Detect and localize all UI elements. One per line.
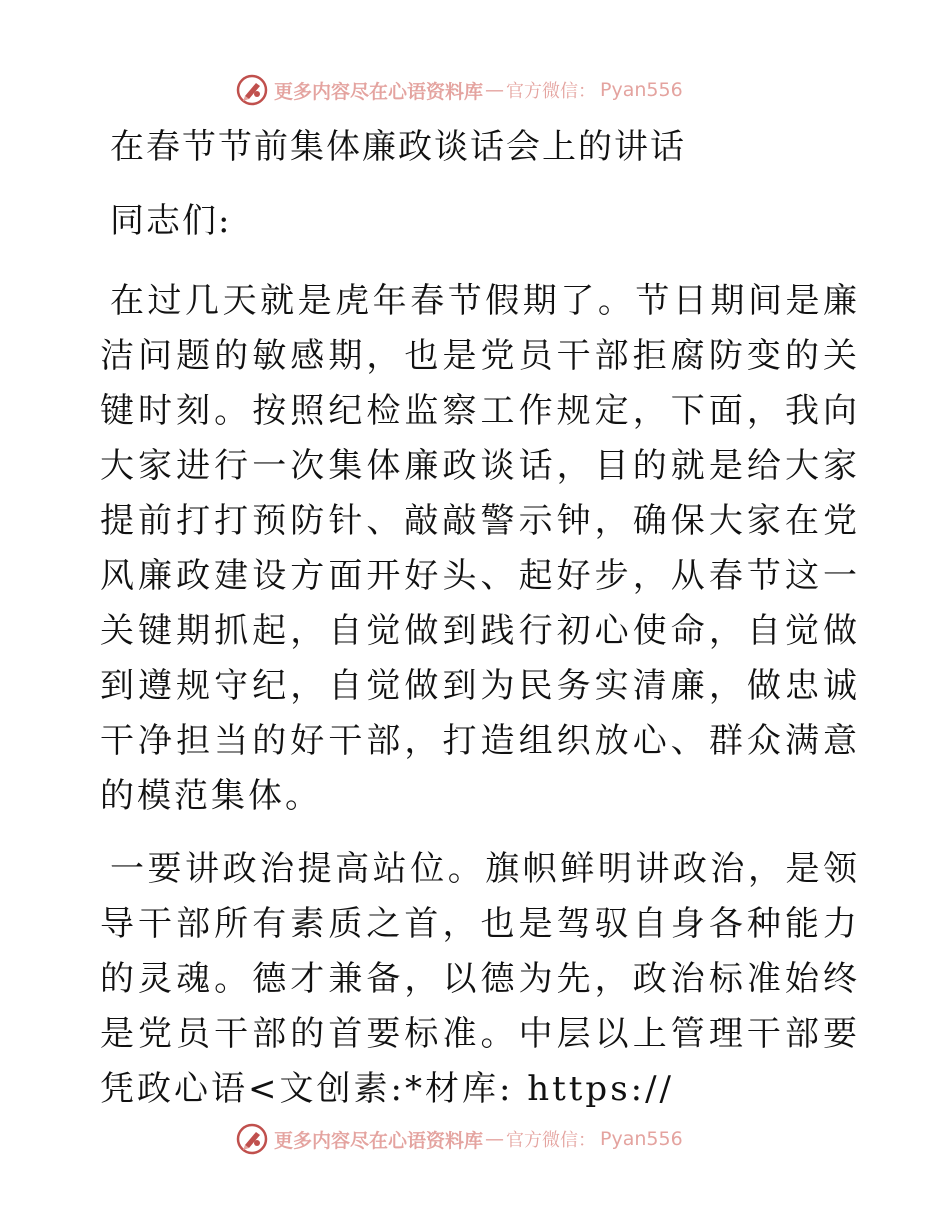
watermark-id: Pyan556: [600, 79, 683, 101]
greeting: 同志们:: [110, 201, 232, 241]
document-body: [100, 122, 860, 1117]
header-watermark: [236, 73, 683, 107]
watermark-official: 官方微信：: [506, 1130, 597, 1151]
watermark-dash: —: [485, 1128, 505, 1150]
paragraph-1: 在过几天就是虎年春节假期了。节日期间是廉洁问题的敏感期，也是党员干部拒腐防变的关键时刻。按照纪检监察工作规定，下面，我向大家进行一次集体廉政谈话，目的就是给大家提前打打预防针、敲敲警示钟，确保大家在党风廉政建设方面开好头、起好步，从春节这一关键期抓起，自觉做到践行初心使命，自觉做到遵规守纪，自觉做到为民务实清廉，做忠诚干净担当的好干部，打造组织放心、群众满意的模范集体。: [100, 281, 860, 816]
watermark-dash: —: [485, 79, 505, 101]
watermark-official: 官方微信：: [506, 81, 597, 102]
logo-icon: [236, 1123, 268, 1155]
watermark-brand: 更多内容尽在心语资料库: [274, 1129, 484, 1152]
watermark-brand: 更多内容尽在心语资料库: [274, 80, 484, 103]
watermark-id: Pyan556: [600, 1128, 683, 1150]
logo-icon: [236, 74, 268, 106]
footer-watermark: [236, 1122, 683, 1156]
paragraph-2: 一要讲政治提高站位。旗帜鲜明讲政治，是领导干部所有素质之首，也是驾驭自身各种能力的灵魂。德才兼备，以德为先，政治标准始终是党员干部的首要标准。中层以上管理干部要凭政心语<文创素:*材库: https://: [100, 849, 860, 1109]
document-title: 在春节节前集体廉政谈话会上的讲话: [110, 127, 686, 167]
